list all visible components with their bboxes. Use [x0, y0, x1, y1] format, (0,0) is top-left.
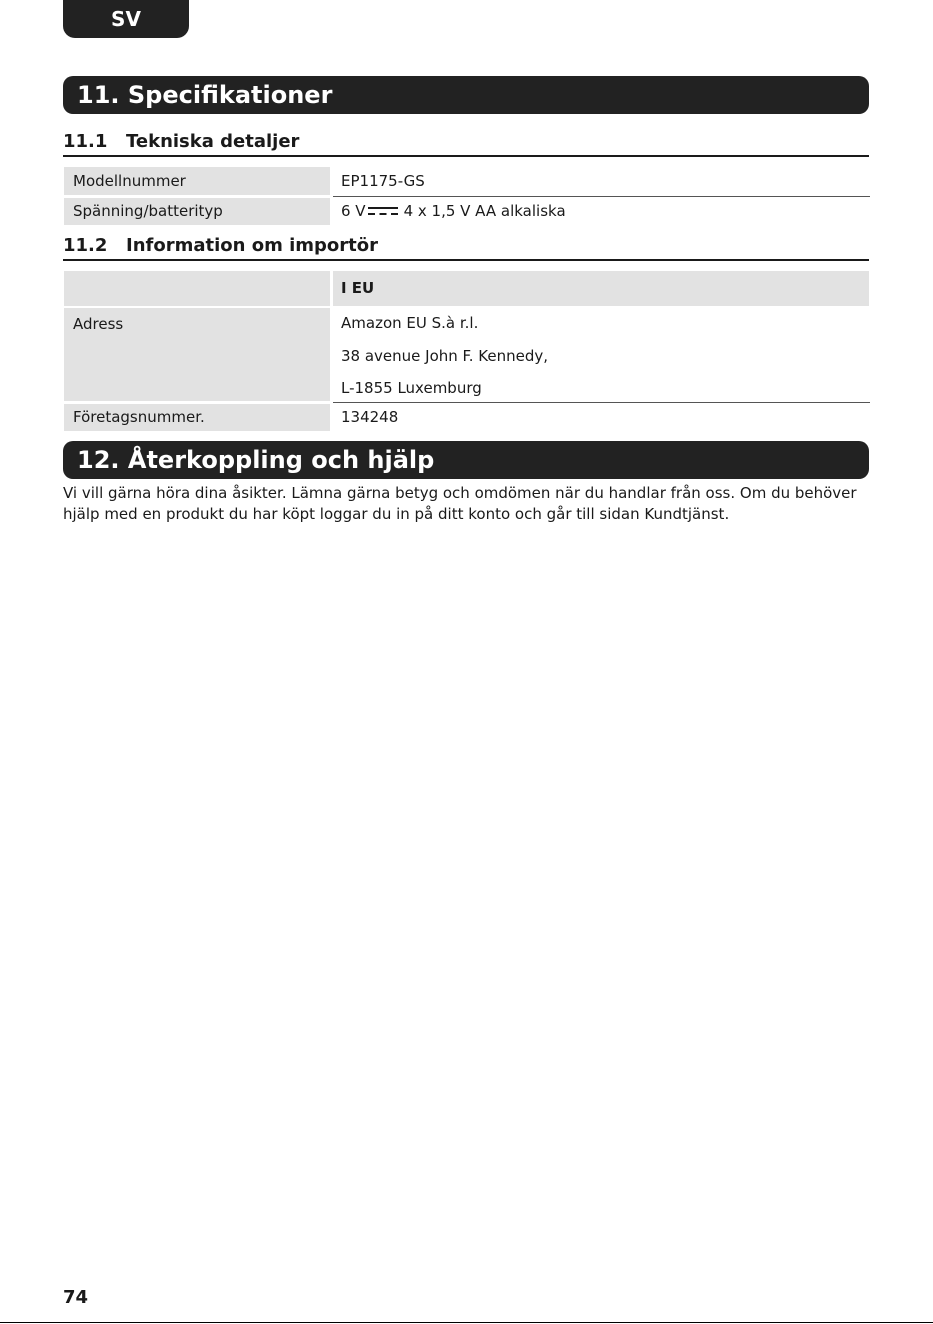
- address-line-3: L-1855 Luxemburg: [341, 379, 482, 397]
- feedback-paragraph: Vi vill gärna höra dina åsikter. Lämna gärna betyg och omdömen när du handlar från oss. Om du behöver hjälp med en produkt du har köpt loggar du in på ditt konto och går till sidan Kundtjänst.: [63, 484, 857, 523]
- table-row-label-company-number: Företagsnummer.: [64, 404, 330, 431]
- address-line-2: 38 avenue John F. Kennedy,: [341, 347, 549, 365]
- row-divider: [333, 402, 870, 403]
- direct-current-icon: [368, 206, 398, 216]
- section-number: 11.1: [63, 131, 108, 152]
- table-row-label-model: Modellnummer: [64, 167, 330, 195]
- table-header-region: I EU: [333, 271, 869, 306]
- table-row-label-voltage: Spänning/batterityp: [64, 198, 330, 225]
- page-number: 74: [63, 1287, 89, 1308]
- row-divider: [333, 196, 870, 197]
- table-header-empty-cell: [64, 271, 330, 306]
- table-row-value-model: EP1175-GS: [341, 172, 425, 190]
- section-title: Information om importör: [126, 235, 378, 256]
- language-tab: SV: [63, 0, 189, 38]
- table-row-label-address: Adress: [64, 308, 330, 401]
- voltage-value: 6 V: [341, 202, 366, 220]
- section-number: 11.2: [63, 235, 108, 256]
- chapter-11-heading: 11. Specifikationer: [63, 76, 869, 114]
- section-title: Tekniska detaljer: [126, 131, 300, 152]
- battery-type-value: 4 x 1,5 V AA alkaliska: [403, 202, 566, 220]
- section-11-2-heading: [63, 235, 869, 261]
- section-11-1-heading: [63, 131, 869, 157]
- table-row-value-company-number: 134248: [341, 408, 399, 426]
- chapter-12-heading: 12. Återkoppling och hjälp: [63, 441, 869, 479]
- page-bottom-rule: [0, 1322, 933, 1323]
- address-line-1: Amazon EU S.à r.l.: [341, 314, 479, 332]
- table-row-value-voltage: [333, 198, 869, 225]
